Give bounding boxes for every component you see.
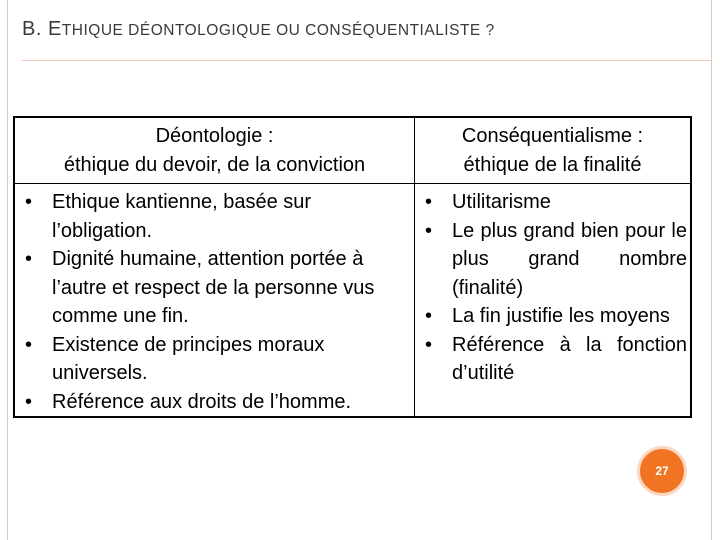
consequentialism-header-title: Conséquentialisme : xyxy=(461,125,644,147)
deontology-header-title: Déontologie : xyxy=(155,125,274,147)
list-item: • Dignité humaine, attention portée à l’autre et respect de la personne vus comme une fin. xyxy=(19,245,414,331)
deontology-header xyxy=(15,122,414,180)
list-item: • Référence aux droits de l’homme. xyxy=(19,388,414,417)
table-header-divider xyxy=(15,183,690,184)
list-item: • Référence à la fonction d’utilité xyxy=(419,331,687,388)
deontology-list xyxy=(19,188,414,416)
slide-title-rest: THIQUE DÉONTOLOGIQUE OU CONSÉQUENTIALISTE ? xyxy=(61,22,495,39)
consequentialism-header xyxy=(415,122,690,180)
list-item: • Le plus grand bien pour le plus grand nombre (finalité) xyxy=(419,217,687,303)
list-item: • La fin justifie les moyens xyxy=(419,302,687,331)
title-divider xyxy=(22,60,712,61)
slide-title-lead: B. E xyxy=(22,18,62,40)
comparison-table xyxy=(13,116,692,418)
list-item: • Existence de principes moraux universels. xyxy=(19,331,414,388)
consequentialism-header-subtitle: éthique de la finalité xyxy=(463,154,642,176)
consequentialism-list xyxy=(419,188,687,388)
page-number-badge: 27 xyxy=(637,446,687,496)
list-item: • Utilitarisme xyxy=(419,188,687,217)
slide-title xyxy=(22,18,495,41)
deontology-header-subtitle: éthique du devoir, de la conviction xyxy=(63,154,366,176)
list-item: • Ethique kantienne, basée sur l’obligation. xyxy=(19,188,414,245)
